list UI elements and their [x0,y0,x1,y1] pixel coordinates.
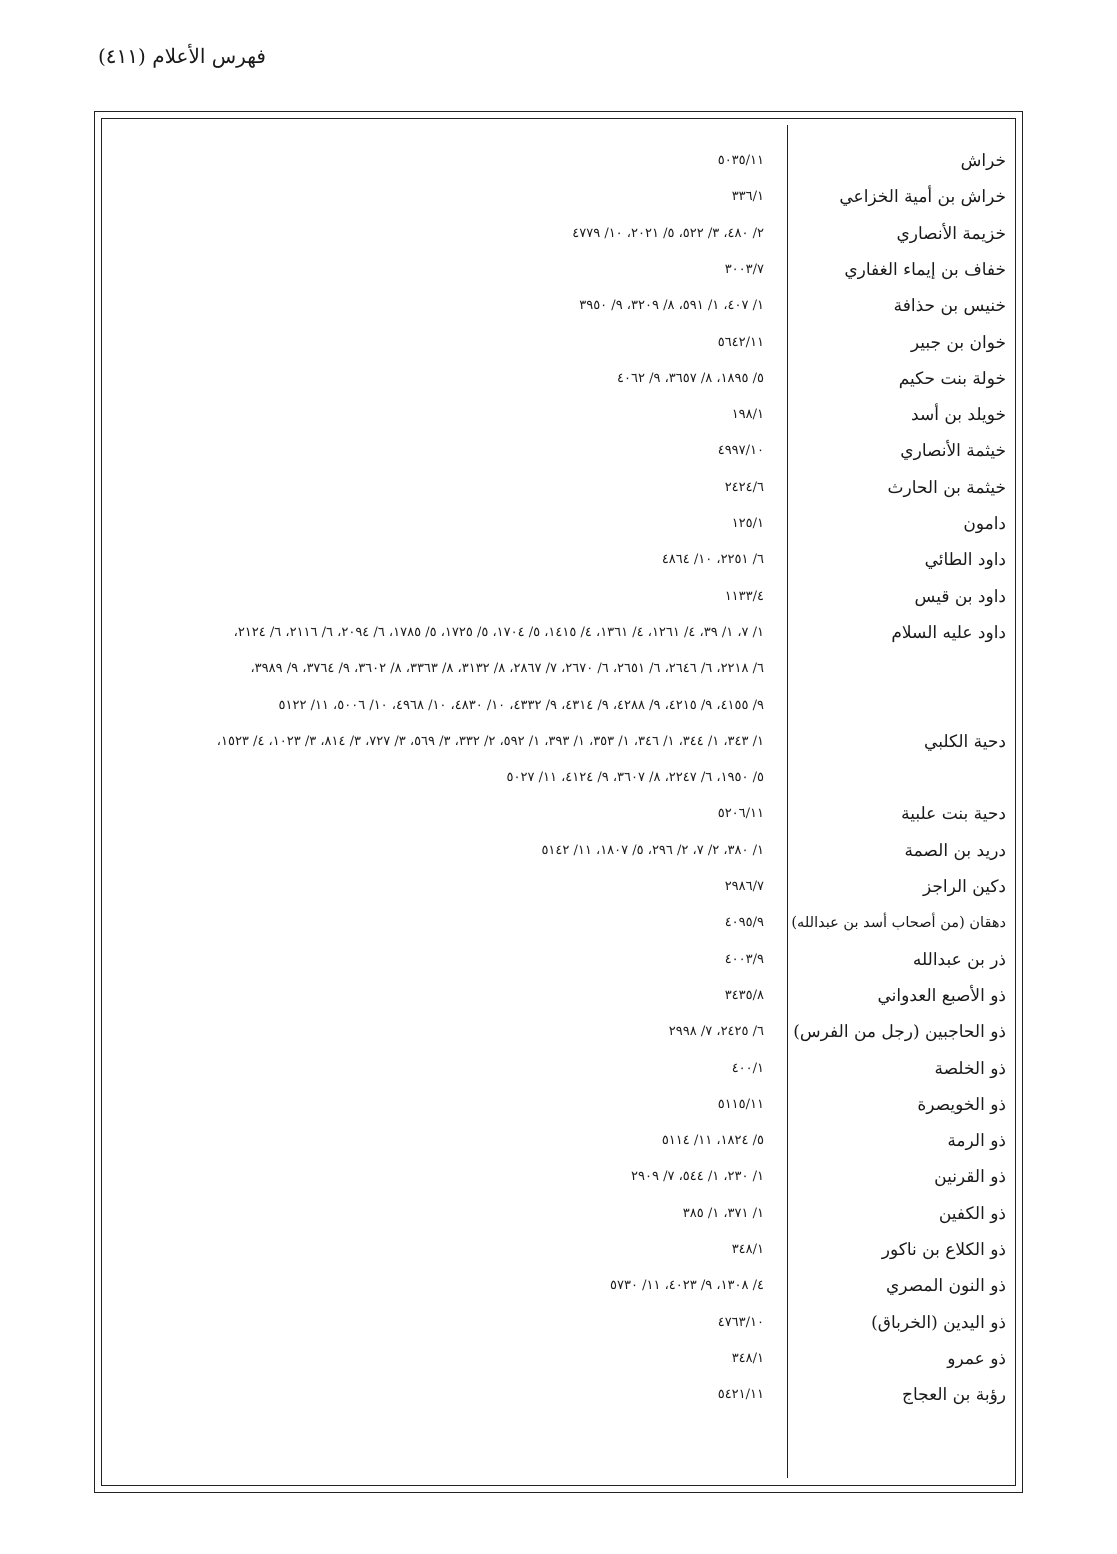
entry-name: ذر بن عبدالله [912,949,1006,970]
entry-references: ٤٧٦٣/١٠ [717,1314,764,1330]
index-entry [101,436,1016,466]
entry-references: ١/ ٧، ١/ ٣٩، ٤/ ١٢٦١، ٤/ ١٣٦١، ٤/ ١٤١٥، ٥/ ١٧٠٤، ٥/ ١٧٢٥، ٥/ ١٧٨٥، ٦/ ٢٠٩٤، ٦/ ٢١١٦، ٦/ ٢١٢٤، [233,624,764,640]
index-entry [101,1090,1016,1120]
entry-references: ٣٠٠٣/٧ [724,261,764,277]
entry-name: ذو الرمة [947,1131,1006,1152]
entry-references: ٢٩٨٦/٧ [724,879,764,894]
index-entry [101,981,1016,1011]
index-entry [101,691,1016,721]
entry-name: دكين الراجز [922,877,1006,897]
entry-name: خولة بنت حكيم [898,368,1006,389]
entry-references: ١/ ٣٨٠، ٢/ ٧، ٢/ ٢٩٦، ٥/ ١٨٠٧، ١١/ ٥١٤٢ [541,842,764,858]
entry-references: ٩/ ٤١٥٥، ٩/ ٤٢١٥، ٩/ ٤٢٨٨، ٩/ ٤٣١٤، ٩/ ٤٣٣٢، ١٠/ ٤٨٣٠، ١٠/ ٤٩٦٨، ١٠/ ٥٠٠٦، ١١/ ٥١٢٢ [278,697,764,713]
index-entry [101,1162,1016,1192]
index-entry [101,1126,1016,1156]
index-entry [101,255,1016,285]
index-entry [101,146,1016,176]
index-entry [101,1199,1016,1229]
index-entry [101,836,1016,866]
index-entry [101,182,1016,212]
entry-name: خويلد بن أسد [911,405,1006,426]
entry-name: خيثمة بن الحارث [887,477,1006,498]
entry-name: دريد بن الصمة [904,840,1006,861]
entry-name: ذو الكفين [938,1203,1006,1224]
entry-references: ٥/ ١٨٢٤، ١١/ ٥١١٤ [661,1133,764,1149]
entry-references: ٥١١٥/١١ [717,1096,764,1112]
entry-name: خزيمة الأنصاري [896,223,1006,244]
entry-references: ٤٠٠/١ [731,1060,764,1076]
index-entry [101,1344,1016,1374]
index-entry [101,473,1016,503]
entry-references: ٤٠٩٥/٩ [724,915,764,931]
entry-references: ٣٤٨/١ [731,1350,764,1366]
index-entry [101,509,1016,539]
entry-name: خراش بن أمية الخزاعي [839,187,1006,208]
entry-name: رؤبة بن العجاج [902,1385,1006,1406]
entry-name: خيثمة الأنصاري [900,441,1006,462]
entry-references: ١/ ٣٤٣، ١/ ٣٤٤، ١/ ٣٤٦، ١/ ٣٥٣، ١/ ٣٩٣، ١/ ٥٩٢، ٢/ ٣٣٢، ٣/ ٥٦٩، ٣/ ٧٢٧، ٣/ ٨١٤، ٣/ ١٠٢٣، ٤/ ١٥٢٣، [216,733,764,749]
entry-references: ١/ ٤٠٧، ١/ ٥٩١، ٨/ ٣٢٠٩، ٩/ ٣٩٥٠ [579,298,764,314]
entry-name: دامون [963,514,1006,534]
entry-name: ذو عمرو [947,1348,1006,1369]
entry-name: ذو الكلاع بن ناكور [881,1240,1006,1260]
entry-name: ذو القرنين [934,1167,1006,1188]
entry-name: ذو الأصبع العدواني [877,985,1006,1006]
entry-references: ١/ ٢٣٠، ١/ ٥٤٤، ٧/ ٢٩٠٩ [631,1169,764,1185]
entry-name: ذو اليدين (الخرباق) [871,1312,1006,1333]
entry-references: ٥٢٠٦/١١ [717,806,764,822]
entry-name: خنيس بن حذافة [893,296,1006,317]
entry-name: داود الطائي [924,550,1006,571]
entry-references: ١٩٨/١ [731,407,764,423]
index-entry [101,763,1016,793]
entry-name: ذو الخويصرة [917,1094,1006,1115]
entry-references: ٥٠٣٥/١١ [717,153,764,168]
index-entry [101,1271,1016,1301]
index-entry [101,582,1016,612]
index-entry [101,545,1016,575]
entry-references: ٦/ ٢٤٢٥، ٧/ ٢٩٩٨ [668,1024,764,1040]
index-entry [101,872,1016,902]
entry-references: ١٢٥/١ [731,516,764,531]
entry-name: خفاف بن إيماء الغفاري [844,259,1006,280]
index-entry [101,654,1016,684]
entry-references: ٤/ ١٣٠٨، ٩/ ٤٠٢٣، ١١/ ٥٧٣٠ [610,1278,764,1294]
entry-references: ٢٤٢٤/٦ [724,479,764,495]
index-entry [101,618,1016,648]
index-entry [101,799,1016,829]
entry-references: ٥٦٤٢/١١ [717,334,764,350]
index-entry [101,1235,1016,1265]
entry-references: ٢/ ٤٨٠، ٣/ ٥٢٢، ٥/ ٢٠٢١، ١٠/ ٤٧٧٩ [572,225,764,241]
entry-name: داود بن قيس [914,586,1006,607]
entry-name: دهقان (من أصحاب أسد بن عبدالله) [791,914,1006,932]
index-entry [101,1308,1016,1338]
entry-references: ١١٣٣/٤ [724,588,764,604]
index-entry [101,908,1016,938]
index-entry [101,727,1016,757]
index-entry [101,291,1016,321]
entry-references: ٣٤٨/١ [731,1242,764,1257]
entry-name: ذو الخلصة [934,1058,1006,1079]
index-entry [101,1054,1016,1084]
index-entry [101,945,1016,975]
entry-references: ٥/ ١٨٩٥، ٨/ ٣٦٥٧، ٩/ ٤٠٦٢ [617,370,764,386]
entry-references: ٤٩٩٧/١٠ [717,443,764,459]
index-entry [101,400,1016,430]
index-entry [101,1017,1016,1047]
index-entry [101,364,1016,394]
entry-name: خوان بن جبير [910,332,1006,353]
entry-references: ١/ ٣٧١، ١/ ٣٨٥ [682,1205,764,1221]
entry-name: ذو النون المصري [885,1276,1006,1297]
entry-name: دحية بنت علبية [901,804,1006,825]
entry-references: ٥/ ١٩٥٠، ٦/ ٢٢٤٧، ٨/ ٣٦٠٧، ٩/ ٤١٢٤، ١١/ ٥٠٢٧ [506,770,764,786]
entry-references: ٤٠٠٣/٩ [724,951,764,967]
entry-references: ٣٣٦/١ [731,189,764,205]
entry-name: داود عليه السلام [891,622,1006,643]
index-entry [101,328,1016,358]
entry-name: خراش [960,151,1006,171]
page-header: فهرس الأعلام (٤١١) [97,44,266,68]
entry-references: ٦/ ٢٢٥١، ١٠/ ٤٨٦٤ [661,552,764,568]
entry-references: ٣٤٣٥/٨ [724,987,764,1003]
entry-references: ٥٤٢١/١١ [717,1387,764,1403]
entry-references: ٦/ ٢٢١٨، ٦/ ٢٦٤٦، ٦/ ٢٦٥١، ٦/ ٢٦٧٠، ٧/ ٢٨٦٧، ٨/ ٣١٣٢، ٨/ ٣٣٦٣، ٨/ ٣٦٠٢، ٩/ ٣٧٦٤، ٩/ ٣٩٨٩، [250,661,764,677]
entry-name: دحية الكلبي [924,731,1006,752]
entry-name: ذو الحاجبين (رجل من الفرس) [793,1022,1006,1043]
index-entry [101,219,1016,249]
index-entry [101,1380,1016,1410]
